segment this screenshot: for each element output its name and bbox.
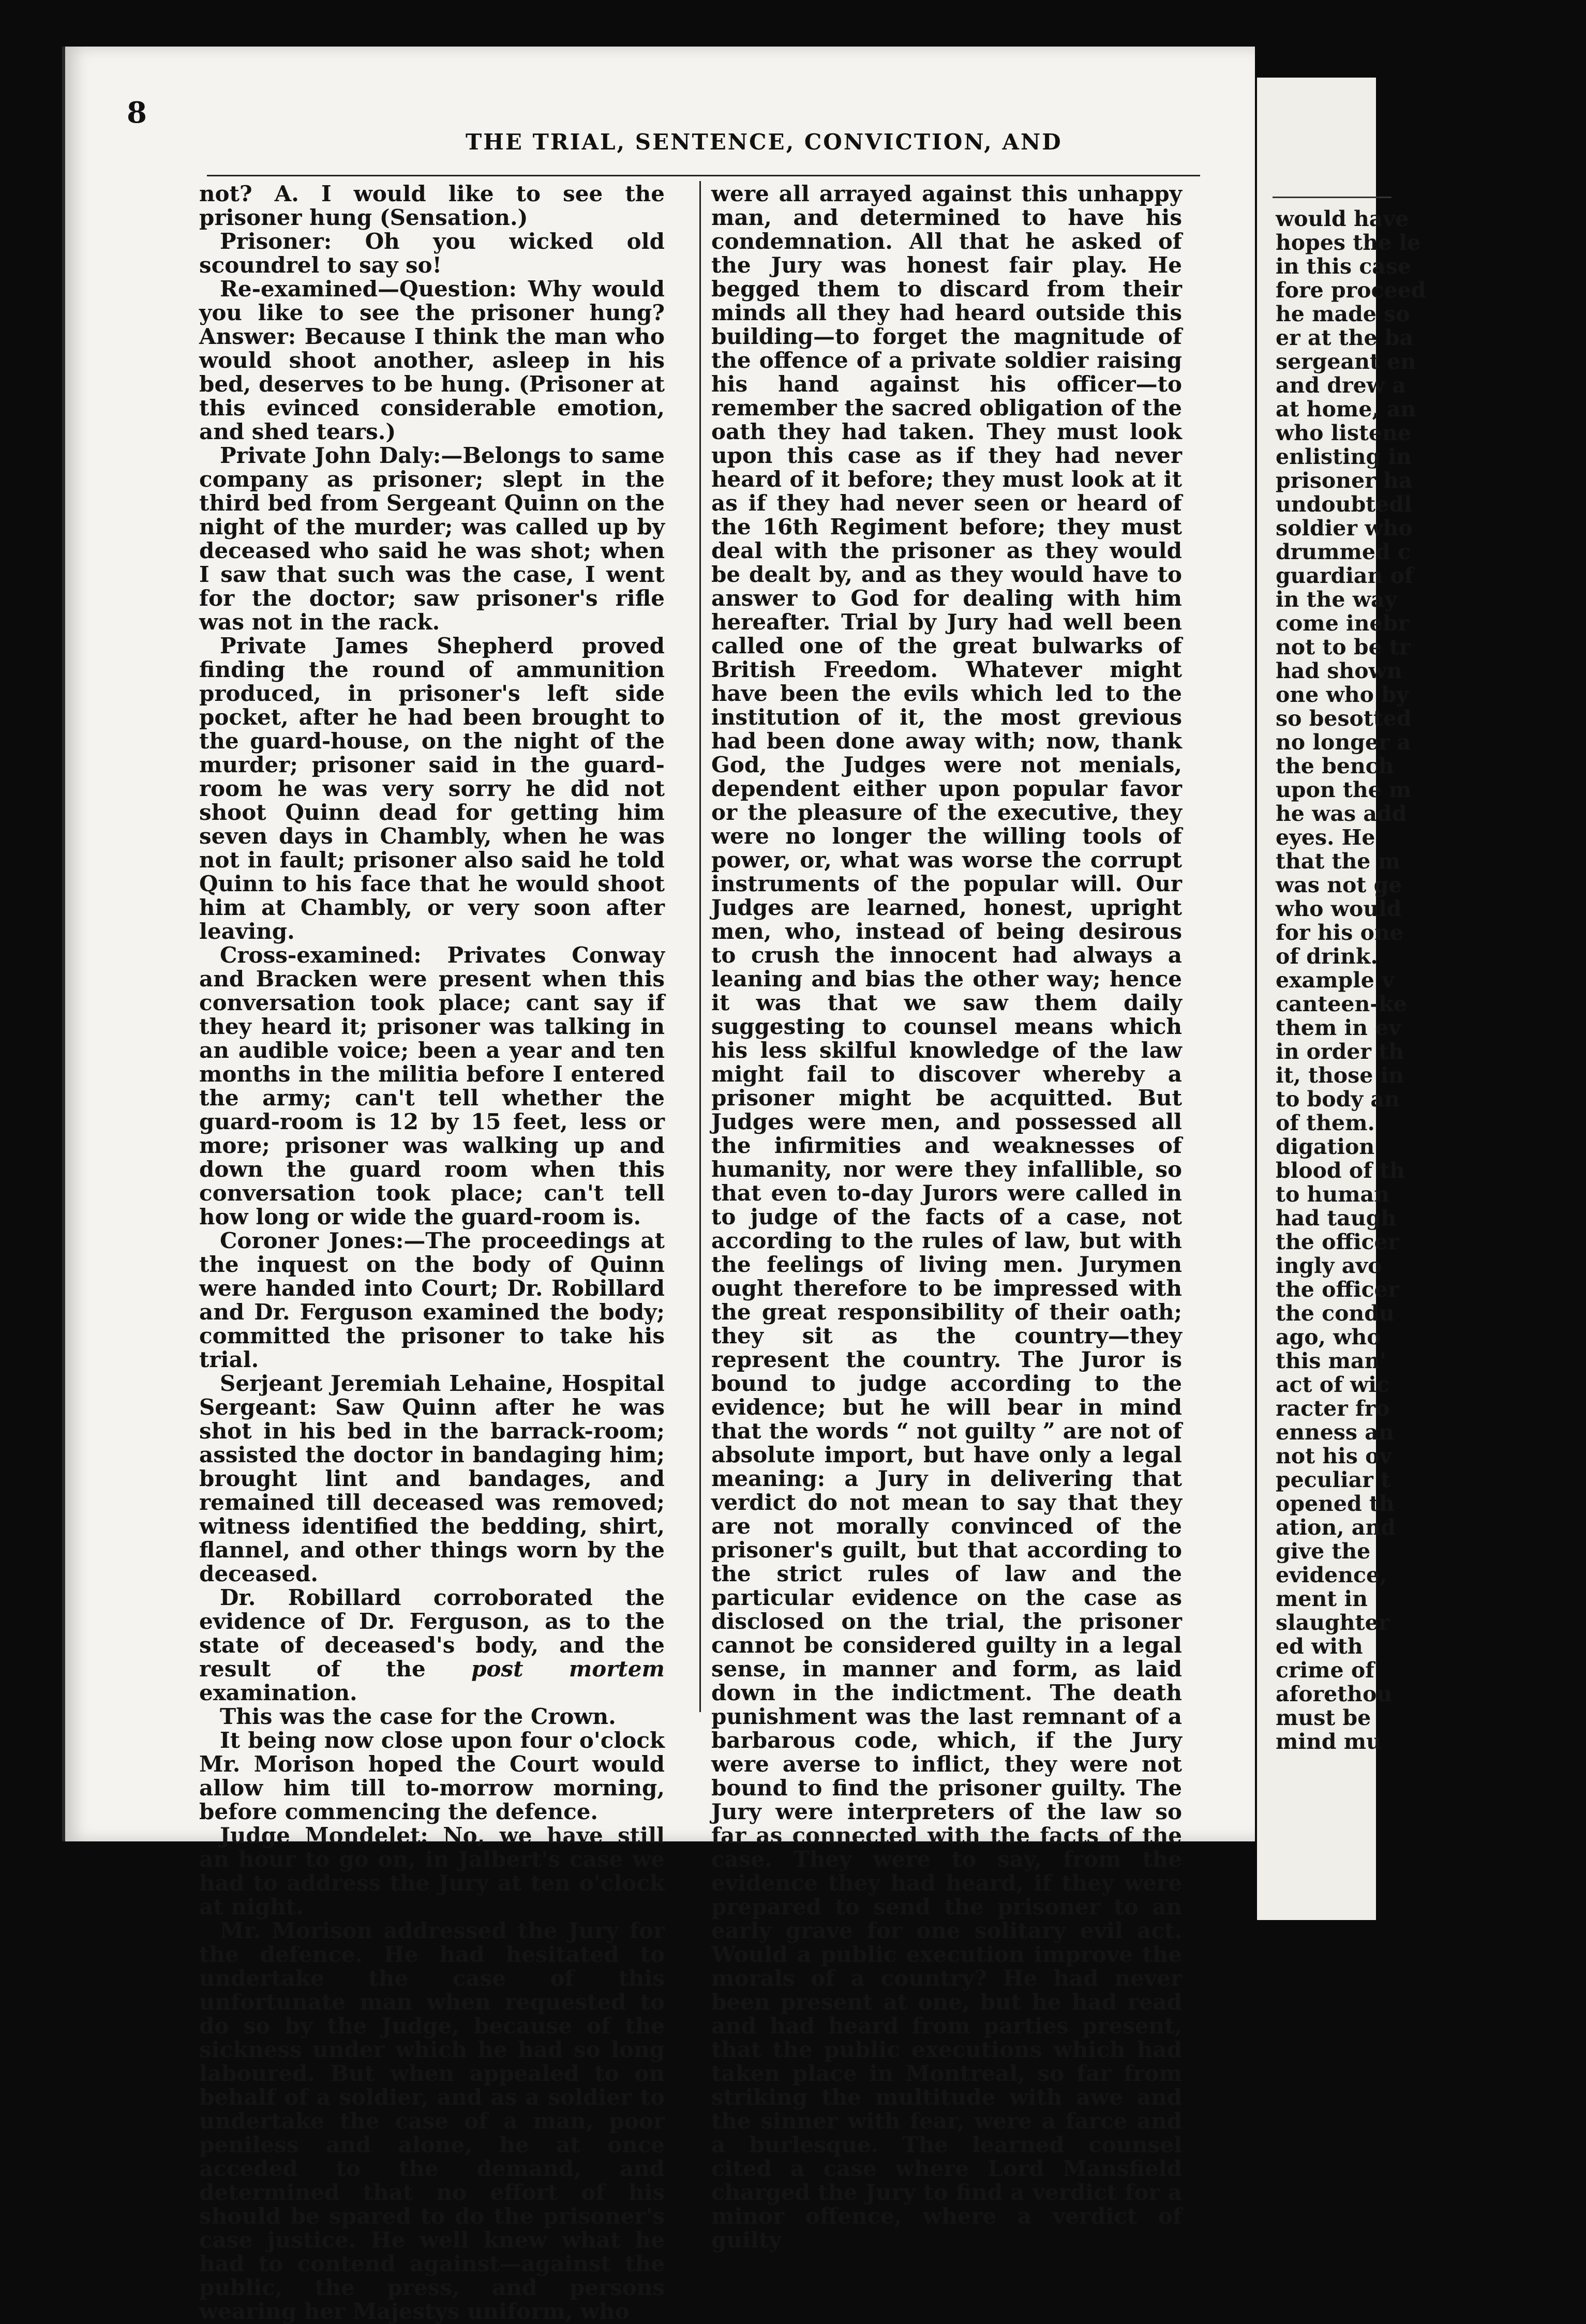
facing-page-line: he was add bbox=[1276, 801, 1407, 826]
left-column bbox=[199, 182, 665, 2323]
facing-page-line: at home, an bbox=[1276, 397, 1416, 422]
italic-phrase: post mortem bbox=[471, 1656, 665, 1682]
facing-page-line: of drink. bbox=[1276, 944, 1378, 969]
facing-page-line: ago, who bbox=[1276, 1325, 1381, 1350]
facing-page-line: them in ev bbox=[1276, 1015, 1401, 1040]
facing-page-edge bbox=[1257, 78, 1426, 1920]
facing-page-line: enness an bbox=[1276, 1420, 1394, 1445]
paragraph: This was the case for the Crown. bbox=[220, 1704, 616, 1729]
header-rule bbox=[207, 175, 1200, 176]
paragraph: Cross-examined: Privates Conway and Bracken were present when this conversation took place; cant say if they heard it; prisoner was talking in an audible voice; been a year and ten months in the militia before I entered the army; can't tell whether the guard-room is 12 by 15 feet, less or more; prisoner was walking up and down the guard room when this conversation took place; can't tell how long or wide the guard-room is. bbox=[199, 942, 665, 1230]
paragraph: not? A. I would like to see the prisoner hung (Sensation.) bbox=[199, 181, 665, 230]
facing-page-line: sergeant en bbox=[1276, 349, 1416, 374]
paragraph: Judge Mondelet: No, we have still an hour to go on, in Jalbert's case we had to address the Jury at ten o'clock at night. bbox=[199, 1823, 665, 1920]
facing-page-line: canteen-ke bbox=[1276, 992, 1407, 1016]
facing-page-line: would have bbox=[1276, 206, 1409, 231]
facing-page-line: had shown bbox=[1276, 658, 1402, 683]
right-column bbox=[711, 182, 1182, 2252]
facing-page-line: in order th bbox=[1276, 1039, 1404, 1064]
facing-page-line: come inebr bbox=[1276, 611, 1409, 636]
facing-page-line: evidence, bbox=[1276, 1563, 1387, 1587]
facing-page-line: no longer a bbox=[1276, 730, 1411, 755]
paragraph: Dr. Robillard corroborated the evidence of Dr. Ferguson, as to the state of deceased's body, and the result of the post mortem examination. bbox=[199, 1585, 665, 1705]
facing-page-line: example v bbox=[1276, 968, 1394, 993]
facing-page-line: fore proceed bbox=[1276, 278, 1426, 303]
facing-page-line: in this case bbox=[1276, 254, 1412, 279]
facing-page-line: that the m bbox=[1276, 849, 1401, 874]
facing-page-line: enlisting in bbox=[1276, 444, 1412, 469]
running-head: THE TRIAL, SENTENCE, CONVICTION, AND bbox=[466, 129, 1063, 155]
facing-page-line: not his ov bbox=[1276, 1444, 1392, 1468]
facing-page-line: aforethou bbox=[1276, 1682, 1393, 1706]
facing-page-line: ed with bbox=[1276, 1634, 1363, 1659]
paragraph: Prisoner: Oh you wicked old scoundrel to say so! bbox=[199, 229, 665, 278]
facing-page-line: to human bbox=[1276, 1182, 1389, 1207]
facing-page-line: the officer bbox=[1276, 1277, 1399, 1302]
facing-page-line: peculiar t bbox=[1276, 1467, 1391, 1492]
paragraph: Private James Shepherd proved finding the round of ammunition produced, in prisoner's left side pocket, after he had been brought to the guard-house, on the night of the murder; prisoner said in the guard-room he was very sorry he did not shoot Quinn dead for getting him seven days in Chambly, when he was not in fault; prisoner also said he told Quinn to his face that he would shoot him at Chambly, or very soon after leaving. bbox=[199, 633, 665, 944]
facing-page-line: was not ge bbox=[1276, 873, 1402, 897]
paragraph: were all arrayed against this unhappy man, and determined to have his condemnation. All that he asked of the Jury was honest fair play. He begged them to discard from their minds all they had heard outside this building—to forget the magnitude of the offence of a private soldier raising his hand against his officer—to remember the sacred obligation of the oath they had taken. They must look upon this case as if they had never heard of it before; they must look at it as if they had never seen or heard of the 16th Regiment before; they must deal with the prisoner as they would be dealt by, and as they would have to answer to God for dealing with him hereafter. Trial by Jury had well been called one of the great bulwarks of British Freedom. Whatever might have been the evils which led to the institution of it, the most grevious had been done away with; now, thank God, the Judges were not menials, dependent either upon popular favor or the pleasure of the executive, they were no longer the willing tools of power, or, what was worse the corrupt instruments of the popular will. Our Judges are learned, honest, upright men, who, instead of being desirous to crush the innocent had always a leaning and bias the other way; hence it was that we saw them daily suggesting to counsel means which his less skilful knowledge of the law might fail to discover whereby a prisoner might be acquitted. But Judges were men, and possessed all the infirmities and weaknesses of humanity, nor were they infallible, so that even to-day Jurors were called in to judge of the facts of a case, not according to the rules of law, but with the feelings of living men. Jurymen ought therefore to be impressed with the great responsibility of their oath; they sit as the country—they represent the country. The Juror is bound to judge according to the evidence; but he will bear in mind that the words “ not guilty ” are not of absolute import, but have only a legal meaning: a Jury in delivering that verdict do not mean to say that they are not morally convinced of the prisoner's guilt, but that according to the strict rules of law and the particular evidence on the case as disclosed on the trial, the prisoner cannot be considered guilty in a legal sense, in manner and form, as laid down in the indictment. The death punishment was the last remnant of a barbarous code, which, if the Jury were averse to inflict, they were not bound to find the prisoner guilty. The Jury were interpreters of the law so far as connected with the facts of the case. They were to say, from the evidence they had heard, if they were prepared to send the prisoner to an early grave for one solitary evil act. Would a public execution improve the morals of a country? He had never been present at one, but he had read and had heard from parties present, that the public executions which had taken place in Montreal, so far from striking the multitude with awe and the sinner with fear, were a farce and a burlesque. The learned counsel cited a case where Lord Mansfield charged the Jury to find a verdict for a minor offence, where a verdict of guilty bbox=[711, 181, 1182, 2253]
facing-page-line: upon the m bbox=[1276, 777, 1412, 802]
facing-page-line: had taugh bbox=[1276, 1206, 1397, 1231]
facing-page-line: give the bbox=[1276, 1539, 1371, 1564]
facing-page-line: blood of th bbox=[1276, 1158, 1405, 1183]
facing-page-line: he made so bbox=[1276, 302, 1410, 326]
facing-page-line: undoubtedl bbox=[1276, 492, 1412, 517]
facing-page-line: soldier who bbox=[1276, 516, 1413, 541]
facing-page-line: digation bbox=[1276, 1134, 1375, 1159]
facing-page-line: not to be tr bbox=[1276, 635, 1411, 659]
facing-page-line: who listene bbox=[1276, 421, 1411, 445]
facing-page-line: racter fro bbox=[1276, 1396, 1390, 1421]
column-divider bbox=[699, 181, 701, 1712]
paragraph: Coroner Jones:—The proceedings at the inquest on the body of Quinn were handed into Court; Dr. Robillard and Dr. Ferguson examined the body; committed the prisoner to take his trial. bbox=[199, 1228, 665, 1372]
facing-page-line: the officer bbox=[1276, 1230, 1399, 1254]
facing-page-line: ation, and bbox=[1276, 1515, 1396, 1540]
paragraph: Mr. Morison addressed the Jury for the defence. He had hesitated to undertake the case of this unfortunate man when requested to do so by the Judge, because of the sickness under which he had so long laboured. But when appealed to on behalf of a soldier, and as a soldier to undertake the case of a man, poor peniless and alone, he at once acceded to the demand, and determined that no effort of his should be spared to do the prisoner's case justice. He well knew what he had to contend against—against the public, the press, and persons wearing her Majestys uniform, who bbox=[199, 1918, 665, 2324]
paragraph: Private John Daly:—Belongs to same company as prisoner; slept in the third bed from Sergeant Quinn on the night of the murder; was called up by deceased who said he was shot; when I saw that such was the case, I went for the doctor; saw prisoner's rifle was not in the rack. bbox=[199, 443, 665, 635]
facing-page-line: ingly avo bbox=[1276, 1253, 1382, 1278]
facing-page-line: crime of bbox=[1276, 1658, 1374, 1683]
paragraph: It being now close upon four o'clock Mr. Morison hoped the Court would allow him till to-morrow morning, before commencing the defence. bbox=[199, 1728, 665, 1824]
facing-page-line: this man' bbox=[1276, 1348, 1386, 1373]
facing-page-line: to body an bbox=[1276, 1087, 1400, 1112]
facing-page-line: ment in bbox=[1276, 1586, 1368, 1611]
facing-page-line: slaughter bbox=[1276, 1610, 1390, 1635]
facing-page-line: opened th bbox=[1276, 1491, 1395, 1516]
facing-page-text bbox=[1276, 207, 1586, 1753]
facing-page-line: hopes the le bbox=[1276, 230, 1421, 255]
facing-page-rule bbox=[1273, 197, 1392, 198]
facing-page-line: mind mu bbox=[1276, 1729, 1382, 1754]
facing-page-line: for his one bbox=[1276, 920, 1403, 945]
facing-page-line: it, those in bbox=[1276, 1063, 1404, 1088]
facing-page-line: must be bbox=[1276, 1705, 1371, 1730]
facing-page-line: and drew a bbox=[1276, 373, 1406, 398]
page-number: 8 bbox=[127, 96, 147, 130]
paragraph: Serjeant Jeremiah Lehaine, Hospital Sergeant: Saw Quinn after he was shot in his bed in the barrack-room; assisted the doctor in bandaging him; brought lint and bandages, and remained till deceased was removed; witness identified the bedding, shirt, flannel, and other things worn by the deceased. bbox=[199, 1371, 665, 1586]
facing-page-line: guardian of bbox=[1276, 563, 1414, 588]
facing-page-line: er at the ba bbox=[1276, 325, 1414, 350]
facing-page-line: of them. bbox=[1276, 1111, 1375, 1135]
facing-page-line: who would bbox=[1276, 896, 1402, 921]
facing-page-line: drummed c bbox=[1276, 539, 1411, 564]
facing-page-line: prisoner ha bbox=[1276, 468, 1413, 493]
paragraph: Re-examined—Question: Why would you like to see the prisoner hung? Answer: Because I think the man who would shoot another, asleep in his bed, deserves to be hung. (Prisoner at this evinced considerable emotion, and shed tears.) bbox=[199, 276, 665, 444]
facing-page-line: the bench bbox=[1276, 754, 1394, 778]
facing-page-line: so besotted bbox=[1276, 706, 1412, 731]
facing-page-line: the condu bbox=[1276, 1301, 1395, 1326]
facing-page-line: in the way bbox=[1276, 587, 1397, 612]
facing-page-line: one who by bbox=[1276, 682, 1409, 707]
facing-page-line: eyes. He bbox=[1276, 825, 1375, 850]
facing-page-line: act of wic bbox=[1276, 1372, 1389, 1397]
